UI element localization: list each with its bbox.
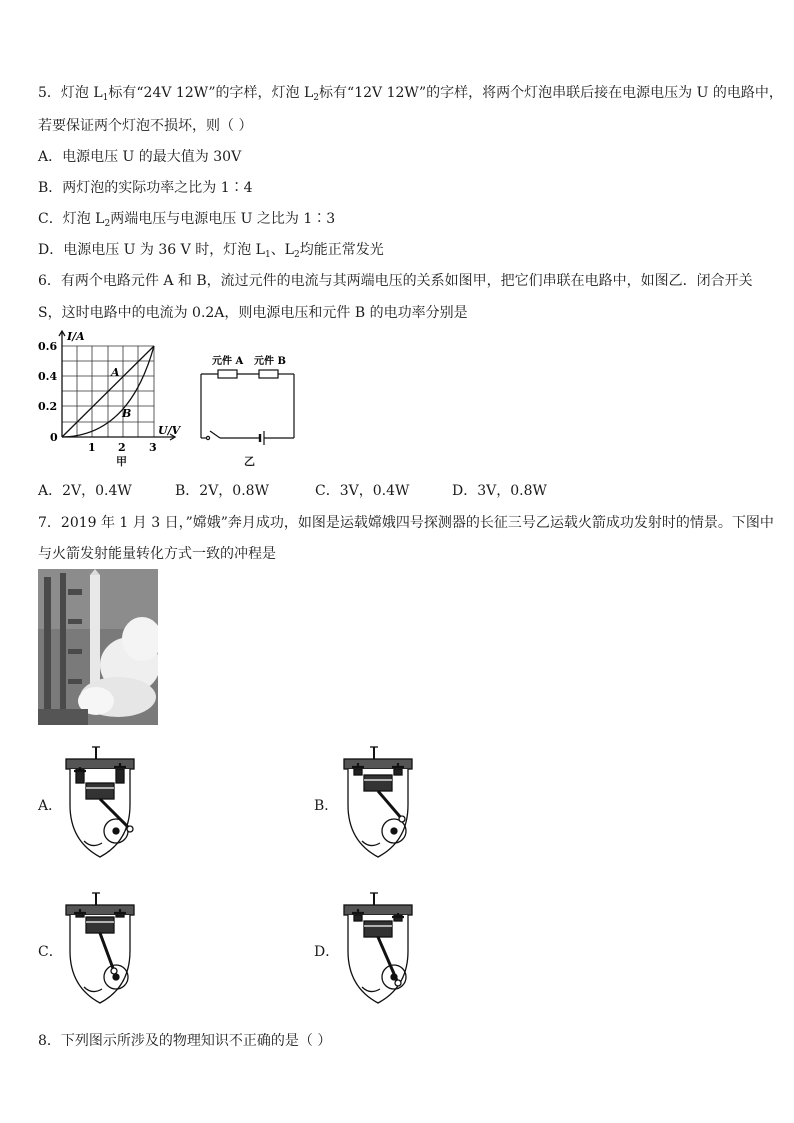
circuit-caption: 乙: [244, 455, 255, 468]
rocket-launch-photo: [38, 569, 158, 725]
ytick-0.6: 0.6: [38, 340, 58, 353]
q5-option-d: D．电源电压 U 为 36 V 时，灯泡 $L_1$、$L_2$均能正常发光: [38, 242, 384, 260]
q5-option-c: C．灯泡 $L_2$两端电压与电源电压 U 之比为 1∶3: [38, 211, 336, 229]
engine-stroke-a: [62, 745, 138, 869]
q7-line1: 7．2019 年 1 月 3 日，”嫦娥”奔月成功，如图是运载嫦娥四号探测器的长征三号乙运载火箭成功发射时的情景。下图中: [38, 515, 774, 531]
element-b-label: 元件 B: [254, 356, 286, 367]
q7-option-a-label: A．: [38, 798, 63, 814]
x-axis-label: U/V: [158, 424, 181, 437]
q5-option-b: B．两灯泡的实际功率之比为 1∶4: [38, 180, 253, 196]
q6-line2: S，这时电路中的电流为 0.2A，则电源电压和元件 B 的电功率分别是: [38, 305, 468, 321]
q7-option-b-label: B．: [314, 798, 339, 814]
q8-line1: 8．下列图示所涉及的物理知识不正确的是（ ）: [38, 1033, 332, 1049]
curve-b-label: B: [122, 407, 132, 420]
q5-line1: 5．灯泡 $L_1$标有“24V 12W”的字样，灯泡 $L_2$标有“12V 12W”的字样，将两个灯泡串联后接在电源电压为 U 的电路中，: [38, 85, 783, 103]
xtick-2: 2: [118, 441, 126, 454]
xtick-3: 3: [149, 441, 157, 454]
curve-a-label: A: [111, 366, 120, 379]
element-a-resistor: [218, 370, 237, 378]
element-b-resistor: [259, 370, 278, 378]
q7-line2: 与火箭发射能量转化方式一致的冲程是: [38, 546, 276, 562]
graph-caption: 甲: [116, 455, 127, 468]
q6-option-a: A．2V，0.4W: [38, 483, 132, 499]
q6-iu-graph: [34, 328, 184, 456]
q6-option-c: C．3V，0.4W: [315, 483, 410, 499]
xtick-1: 1: [88, 441, 96, 454]
engine-stroke-c: [62, 891, 138, 1015]
q6-option-d: D．3V，0.8W: [452, 483, 547, 499]
q6-option-b: B．2V，0.8W: [175, 483, 269, 499]
rocket-body: [90, 575, 100, 685]
engine-stroke-b: [340, 745, 416, 869]
switch-s: [210, 431, 220, 438]
q7-option-d-label: D．: [314, 944, 340, 960]
q6-line1: 6．有两个电路元件 A 和 B，流过元件的电流与其两端电压的关系如图甲，把它们串联在电路中，如图乙．闭合开关: [38, 273, 753, 289]
q5-option-a: A．电源电压 U 的最大值为 30V: [38, 149, 242, 165]
ytick-0.4: 0.4: [38, 370, 58, 383]
ytick-0: 0: [50, 431, 58, 444]
y-axis-label: I/A: [67, 330, 85, 343]
ytick-0.2: 0.2: [38, 400, 58, 413]
q5-line2: 若要保证两个灯泡不损坏，则（ ）: [38, 118, 253, 134]
element-a-label: 元件 A: [212, 356, 244, 367]
q6-circuit-diagram: [196, 350, 300, 450]
engine-stroke-d: [340, 891, 416, 1015]
q7-option-c-label: C．: [38, 944, 63, 960]
